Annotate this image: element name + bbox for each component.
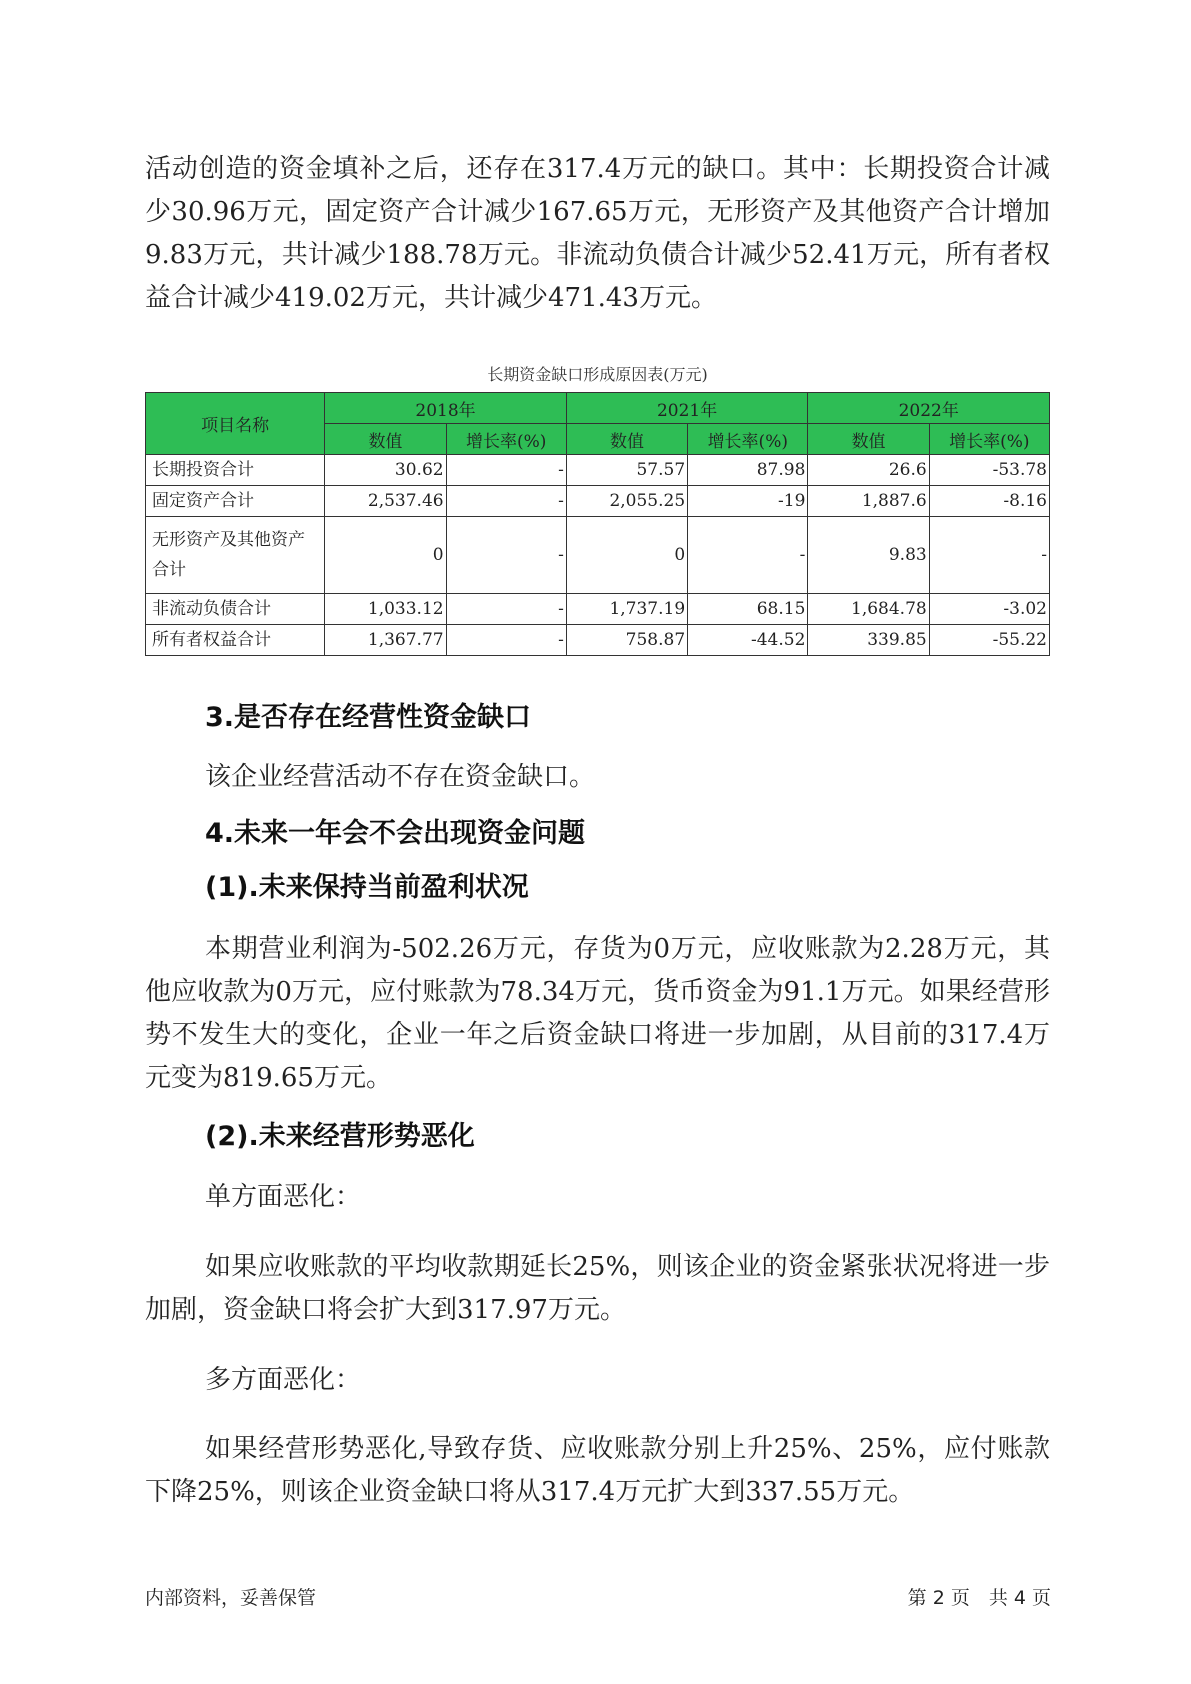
table-row bbox=[146, 517, 1050, 594]
cell-value: 30.62 bbox=[325, 455, 446, 486]
cell-value: 9.83 bbox=[808, 517, 929, 594]
cell-growth: -3.02 bbox=[929, 594, 1049, 625]
cell-value: 0 bbox=[325, 517, 446, 594]
row-name: 无形资产及其他资产合计 bbox=[146, 517, 325, 594]
multi-deterioration-label: 多方面恶化： bbox=[205, 1365, 362, 1395]
cell-growth: 87.98 bbox=[688, 455, 808, 486]
cell-value: 758.87 bbox=[566, 625, 687, 656]
cell-growth: - bbox=[446, 455, 566, 486]
header-item-name: 项目名称 bbox=[146, 393, 325, 455]
cell-growth: - bbox=[929, 517, 1049, 594]
cell-value: 57.57 bbox=[566, 455, 687, 486]
header-year-2021: 2021年 bbox=[566, 393, 808, 424]
single-deterioration-label: 单方面恶化： bbox=[205, 1182, 362, 1212]
cell-growth: - bbox=[446, 517, 566, 594]
cell-value: 1,887.6 bbox=[808, 486, 929, 517]
single-deterioration-text: 如果应收账款的平均收款期延长25%，则该企业的资金紧张状况将进一步加剧，资金缺口将会扩大到317.97万元。 bbox=[145, 1252, 1050, 1325]
cell-value: 1,684.78 bbox=[808, 594, 929, 625]
cell-growth: -8.16 bbox=[929, 486, 1049, 517]
header-growth-rate: 增长率(%) bbox=[688, 424, 808, 455]
table-row bbox=[146, 625, 1050, 656]
section4-heading: 4.未来一年会不会出现资金问题 bbox=[205, 818, 586, 849]
header-year-2018: 2018年 bbox=[325, 393, 567, 424]
table-header-row-years bbox=[146, 393, 1050, 424]
cell-growth: - bbox=[688, 517, 808, 594]
intro-paragraph: 活动创造的资金填补之后，还存在317.4万元的缺口。其中：长期投资合计减少30.96万元，固定资产合计减少167.65万元，无形资产及其他资产合计增加9.83万元，共计减少188.78万元。非流动负债合计减少52.41万元，所有者权益合计减少419.02万元，共计减少471.43万元。 bbox=[145, 154, 1050, 313]
cell-value: 1,367.77 bbox=[325, 625, 446, 656]
cell-value: 26.6 bbox=[808, 455, 929, 486]
row-name: 非流动负债合计 bbox=[146, 594, 325, 625]
table-row bbox=[146, 486, 1050, 517]
section4-sub2-heading: (2).未来经营形势恶化 bbox=[205, 1121, 475, 1152]
cell-value: 339.85 bbox=[808, 625, 929, 656]
header-growth-rate: 增长率(%) bbox=[929, 424, 1049, 455]
cell-growth: - bbox=[446, 486, 566, 517]
section3-heading: 3.是否存在经营性资金缺口 bbox=[205, 702, 532, 733]
header-value: 数值 bbox=[325, 424, 446, 455]
cell-growth: -55.22 bbox=[929, 625, 1049, 656]
row-name: 固定资产合计 bbox=[146, 486, 325, 517]
cell-growth: 68.15 bbox=[688, 594, 808, 625]
cell-growth: -19 bbox=[688, 486, 808, 517]
section4-sub1-heading: (1).未来保持当前盈利状况 bbox=[205, 872, 529, 903]
header-year-2022: 2022年 bbox=[808, 393, 1050, 424]
cell-value: 2,055.25 bbox=[566, 486, 687, 517]
footer-page-number: 第 2 页 共 4 页 bbox=[907, 1587, 1051, 1609]
cell-value: 0 bbox=[566, 517, 687, 594]
header-value: 数值 bbox=[808, 424, 929, 455]
cell-growth: - bbox=[446, 594, 566, 625]
cell-growth: -53.78 bbox=[929, 455, 1049, 486]
header-value: 数值 bbox=[566, 424, 687, 455]
cell-growth: -44.52 bbox=[688, 625, 808, 656]
cell-value: 2,537.46 bbox=[325, 486, 446, 517]
section4-sub1-text: 本期营业利润为-502.26万元，存货为0万元，应收账款为2.28万元，其他应收款为0万元，应付账款为78.34万元，货币资金为91.1万元。如果经营形势不发生大的变化，企业一年之后资金缺口将进一步加剧，从目前的317.4万元变为819.65万元。 bbox=[145, 934, 1050, 1093]
row-name: 所有者权益合计 bbox=[146, 625, 325, 656]
long-term-funding-gap-table bbox=[145, 392, 1050, 656]
footer-confidential-note: 内部资料，妥善保管 bbox=[145, 1587, 317, 1609]
section3-text: 该企业经营活动不存在资金缺口。 bbox=[205, 762, 596, 792]
row-name: 长期投资合计 bbox=[146, 455, 325, 486]
cell-value: 1,737.19 bbox=[566, 594, 687, 625]
table-caption: 长期资金缺口形成原因表(万元) bbox=[487, 365, 708, 384]
table-row bbox=[146, 594, 1050, 625]
cell-value: 1,033.12 bbox=[325, 594, 446, 625]
table-row bbox=[146, 455, 1050, 486]
header-growth-rate: 增长率(%) bbox=[446, 424, 566, 455]
cell-growth: - bbox=[446, 625, 566, 656]
multi-deterioration-text: 如果经营形势恶化,导致存货、应收账款分别上升25%、25%，应付账款下降25%，则该企业资金缺口将从317.4万元扩大到337.55万元。 bbox=[145, 1434, 1050, 1507]
